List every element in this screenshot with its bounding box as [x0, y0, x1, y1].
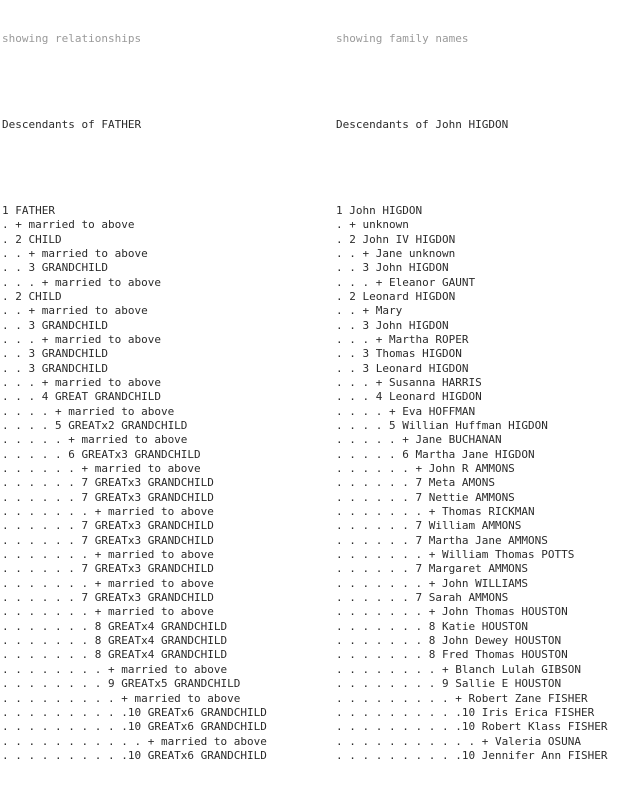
relationships-tree-line: . . . + married to above	[2, 332, 161, 346]
family-names-tree-line: . . . . . . . . . .10 Robert Klass FISHER	[336, 720, 608, 734]
family-names-tree-line: . . 3 Leonard HIGDON	[336, 361, 469, 375]
family-names-tree-line: . . . 4 Leonard HIGDON	[336, 390, 482, 404]
relationships-tree-line: . . . . 5 GREATx2 GRANDCHILD	[2, 418, 188, 432]
relationships-tree-line: . . + married to above	[2, 304, 148, 318]
relationships-tree-list	[2, 204, 332, 763]
family-names-tree-line: . . + Jane unknown	[336, 246, 456, 260]
relationships-tree-line: . 2 CHILD	[2, 289, 62, 303]
family-names-tree-line: . . . . . . . . . .10 Jennifer Ann FISHER	[336, 748, 608, 762]
relationships-tree-line: . . . . . . 7 GREATx3 GRANDCHILD	[2, 533, 214, 547]
family-names-tree-line: . . . . . . . 8 Katie HOUSTON	[336, 619, 529, 633]
relationships-tree-line: . . . + married to above	[2, 275, 161, 289]
right-heading-spacer	[336, 161, 617, 175]
relationships-tree-line: . . . . + married to above	[2, 404, 175, 418]
family-names-tree-line: . . . . 5 Willian Huffman HIGDON	[336, 418, 548, 432]
family-names-tree-line: . . . . . . . + William Thomas POTTS	[336, 548, 575, 562]
family-names-tree-line: . . . . . . 7 William AMMONS	[336, 519, 522, 533]
relationships-tree-line: . . . . . . . . . . . + married to above	[2, 734, 267, 748]
family-names-tree-line: . . + Mary	[336, 304, 403, 318]
relationships-tree-line: . . . . . . . + married to above	[2, 505, 214, 519]
relationships-tree-line: . . . . . . . . . .10 GREATx6 GRANDCHILD	[2, 705, 267, 719]
family-names-tree-line: . . . . . . 7 Martha Jane AMMONS	[336, 533, 548, 547]
family-names-tree-line: . . . . . . . . + Blanch Lulah GIBSON	[336, 662, 582, 676]
relationships-tree-line: . . . . . . . + married to above	[2, 605, 214, 619]
family-names-tree-line: . . . . . . 7 Meta AMONS	[336, 476, 495, 490]
relationships-tree-line: . . . . . . . + married to above	[2, 576, 214, 590]
left-caption-spacer	[2, 75, 332, 89]
family-names-tree-line: . . . . . . . + John Thomas HOUSTON	[336, 605, 568, 619]
relationships-tree-line: 1 FATHER	[2, 203, 55, 217]
family-names-tree-line: . . 3 Thomas HIGDON	[336, 347, 462, 361]
relationships-tree-line: . . . . . . . . + married to above	[2, 662, 228, 676]
relationships-tree-line: . . . . . + married to above	[2, 433, 188, 447]
family-names-column	[336, 0, 617, 792]
family-names-tree-line: . . . . . . . . . + Robert Zane FISHER	[336, 691, 588, 705]
relationships-tree-line: . . . . . . . + married to above	[2, 548, 214, 562]
relationships-tree-line: . . . 4 GREAT GRANDCHILD	[2, 390, 161, 404]
relationships-tree-line: . . + married to above	[2, 246, 148, 260]
family-names-tree-line: . . . . + Eva HOFFMAN	[336, 404, 476, 418]
relationships-tree-line: . . . . . . . . . + married to above	[2, 691, 241, 705]
family-names-caption: showing family names	[336, 31, 469, 45]
family-names-tree-line: . . . . . . 7 Sarah AMMONS	[336, 591, 509, 605]
relationships-tree-line: . . 3 GRANDCHILD	[2, 261, 108, 275]
family-names-tree-line: . . . + Susanna HARRIS	[336, 375, 482, 389]
relationships-tree-line: . . . . . 6 GREATx3 GRANDCHILD	[2, 447, 201, 461]
family-names-tree-line: . . . . . 6 Martha Jane HIGDON	[336, 447, 535, 461]
relationships-tree-line: . . . . . . . 8 GREATx4 GRANDCHILD	[2, 648, 228, 662]
relationships-heading: Descendants of FATHER	[2, 117, 142, 131]
family-names-tree-line: . 2 Leonard HIGDON	[336, 289, 456, 303]
relationships-tree-line: . . . . . . + married to above	[2, 462, 201, 475]
relationships-tree-line: . . . . . . 7 GREATx3 GRANDCHILD	[2, 562, 214, 576]
family-names-tree-list	[336, 204, 617, 763]
relationships-tree-line: . . . . . . . . . .10 GREATx6 GRANDCHILD	[2, 748, 267, 762]
right-caption-spacer	[336, 75, 617, 89]
family-names-tree-line: . . . . . . 7 Nettie AMMONS	[336, 490, 515, 504]
relationships-column	[2, 0, 332, 792]
family-names-tree-line: 1 John HIGDON	[336, 203, 423, 217]
relationships-tree-line: . . 3 GRANDCHILD	[2, 361, 108, 375]
family-names-tree-line: . . . . . . 7 Margaret AMMONS	[336, 562, 529, 576]
left-heading-spacer	[2, 161, 332, 175]
relationships-tree-line: . . . . . . 7 GREATx3 GRANDCHILD	[2, 519, 214, 533]
relationships-tree-line: . . . . . . . 8 GREATx4 GRANDCHILD	[2, 619, 228, 633]
relationships-tree-line: . . . . . . . . 9 GREATx5 GRANDCHILD	[2, 677, 241, 691]
relationships-tree-line: . . . . . . 7 GREATx3 GRANDCHILD	[2, 476, 214, 490]
family-names-tree-line: . . . + Martha ROPER	[336, 332, 469, 346]
relationships-tree-line: . . 3 GRANDCHILD	[2, 318, 108, 332]
relationships-tree-line: . . . . . . . 8 GREATx4 GRANDCHILD	[2, 634, 228, 648]
family-names-tree-line: . . . . . . + John R AMMONS	[336, 462, 515, 475]
relationships-tree-line: . + married to above	[2, 218, 135, 232]
relationships-tree-line: . . . . . . . . . .10 GREATx6 GRANDCHILD	[2, 720, 267, 734]
relationships-tree-line: . . . . . . 7 GREATx3 GRANDCHILD	[2, 490, 214, 504]
relationships-tree-line: . 2 CHILD	[2, 232, 62, 246]
family-names-tree-line: . + unknown	[336, 218, 409, 232]
relationships-tree-line: . . . . . . 7 GREATx3 GRANDCHILD	[2, 591, 214, 605]
family-names-tree-line: . . 3 John HIGDON	[336, 318, 449, 332]
family-names-tree-line: . . . . . . . . 9 Sallie E HOUSTON	[336, 677, 562, 691]
family-names-tree-line: . . . . . . . . . . . + Valeria OSUNA	[336, 734, 582, 748]
family-names-tree-line: . . . . . + Jane BUCHANAN	[336, 433, 502, 447]
relationships-tree-line: . . . + married to above	[2, 375, 161, 389]
family-names-tree-line: . . . . . . . 8 Fred Thomas HOUSTON	[336, 648, 568, 662]
family-names-tree-line: . . . . . . . + Thomas RICKMAN	[336, 505, 535, 519]
family-names-tree-line: . . . . . . . 8 John Dewey HOUSTON	[336, 634, 562, 648]
relationships-tree-line: . . 3 GRANDCHILD	[2, 347, 108, 361]
relationships-caption: showing relationships	[2, 31, 142, 45]
family-names-tree-line: . . 3 John HIGDON	[336, 261, 449, 275]
family-names-tree-line: . . . + Eleanor GAUNT	[336, 275, 476, 289]
family-names-tree-line: . 2 John IV HIGDON	[336, 232, 456, 246]
family-names-tree-line: . . . . . . . + John WILLIAMS	[336, 576, 529, 590]
family-names-heading: Descendants of John HIGDON	[336, 117, 509, 131]
family-names-tree-line: . . . . . . . . . .10 Iris Erica FISHER	[336, 705, 595, 719]
